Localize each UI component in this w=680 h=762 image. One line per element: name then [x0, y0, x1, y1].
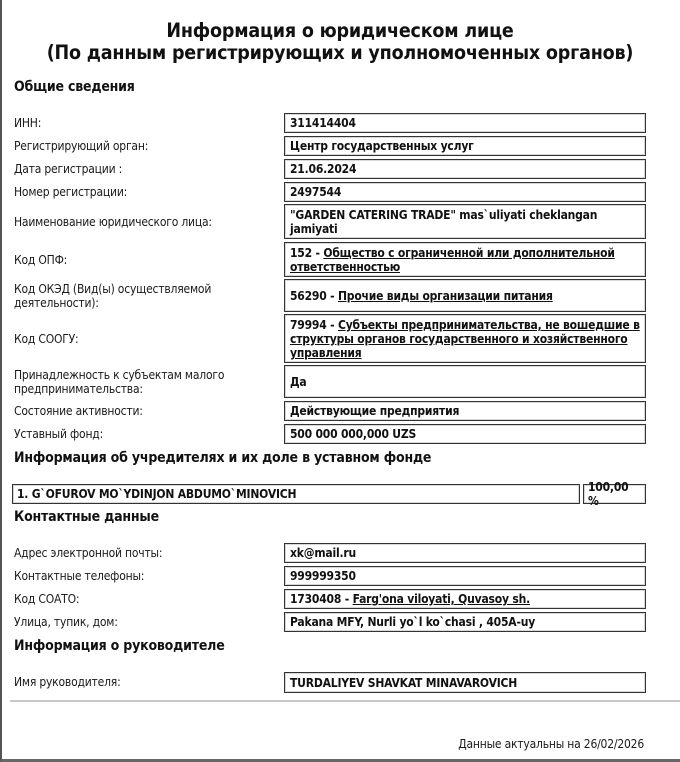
charter-fund-value: 500 000 000,000 UZS — [284, 424, 646, 444]
director-name-label: Имя руководителя: — [14, 675, 121, 689]
small-business-label: Принадлежность к субъектам малого предпринимательства: — [14, 368, 225, 396]
section-director-heading: Информация о руководителе — [14, 638, 225, 654]
oked-code: 56290 — [290, 288, 327, 303]
reg-number-label: Номер регистрации: — [14, 185, 128, 199]
title-line-2: (По данным регистрирующих и уполномоченных органов) — [46, 41, 634, 64]
email-label: Адрес электронной почты: — [14, 546, 163, 560]
reg-date-label: Дата регистрации : — [14, 162, 123, 176]
soogu-label: Код СООГУ: — [14, 332, 79, 346]
soogu-separator: - — [326, 318, 338, 332]
reg-number-value: 2497544 — [284, 182, 646, 202]
founder-name: 1. G`OFUROV MO`YDINJON ABDUMO`MINOVICH — [12, 484, 580, 504]
page-title — [0, 20, 680, 64]
oked-value — [284, 279, 646, 312]
reg-date-value: 21.06.2024 — [284, 159, 646, 179]
footer-divider — [10, 700, 680, 702]
oked-separator: - — [326, 288, 338, 303]
phones-label: Контактные телефоны: — [14, 569, 145, 583]
section-contacts-heading: Контактные данные — [14, 509, 159, 525]
phones-value: 999999350 — [284, 566, 646, 586]
director-name-value: TURDALIYEV SHAVKAT MINAVAROVICH — [284, 672, 646, 693]
small-business-value: Да — [284, 365, 646, 398]
street-label: Улица, тупик, дом: — [14, 615, 118, 629]
founder-share: 100,00 % — [583, 484, 646, 504]
opf-link[interactable]: Общество с ограниченной или дополнительной ответственностью — [290, 246, 615, 274]
oked-link[interactable]: Прочие виды организации питания — [337, 288, 553, 303]
section-founders-heading: Информация об учредителях и их доле в уставном фонде — [14, 450, 432, 466]
soato-separator: - — [341, 592, 353, 606]
street-value: Pakana MFY, Nurli yo`l ko`chasi , 405A-uy — [284, 612, 646, 632]
opf-value — [284, 242, 646, 277]
charter-fund-label: Уставный фонд: — [14, 427, 104, 441]
email-value: xk@mail.ru — [284, 543, 646, 563]
reg-authority-label: Регистрирующий орган: — [14, 139, 149, 153]
soogu-code: 79994 — [290, 318, 327, 332]
activity-status-value: Действующие предприятия — [284, 401, 646, 421]
soogu-link[interactable]: Субъекты предпринимательства, не вошедшие в структуры органов государственного и хозяйственного управления — [290, 318, 640, 360]
inn-label: ИНН: — [14, 116, 42, 130]
data-actual-date: Данные актуальны на 26/02/2026 — [458, 737, 644, 751]
soato-label: Код СОАТО: — [14, 592, 80, 606]
entity-name-label: Наименование юридического лица: — [14, 215, 212, 229]
opf-separator: - — [311, 246, 324, 260]
oked-label: Код ОКЭД (Вид(ы) осуществляемой деятельности): — [14, 282, 212, 310]
soogu-value — [284, 314, 646, 363]
activity-status-label: Состояние активности: — [14, 404, 143, 418]
opf-label: Код ОПФ: — [14, 253, 68, 267]
reg-authority-value: Центр государственных услуг — [284, 136, 646, 156]
section-general-heading: Общие сведения — [14, 79, 135, 95]
soato-code: 1730408 — [290, 592, 342, 606]
title-line-1: Информация о юридическом лице — [166, 19, 514, 42]
entity-name-value: "GARDEN CATERING TRADE" mas`uliyati cheklangan jamiyati — [284, 204, 646, 239]
opf-code: 152 — [290, 246, 312, 260]
inn-value: 311414404 — [284, 113, 646, 133]
soato-value — [284, 589, 646, 609]
soato-link[interactable]: Farg'ona viloyati, Quvasoy sh. — [352, 592, 530, 606]
